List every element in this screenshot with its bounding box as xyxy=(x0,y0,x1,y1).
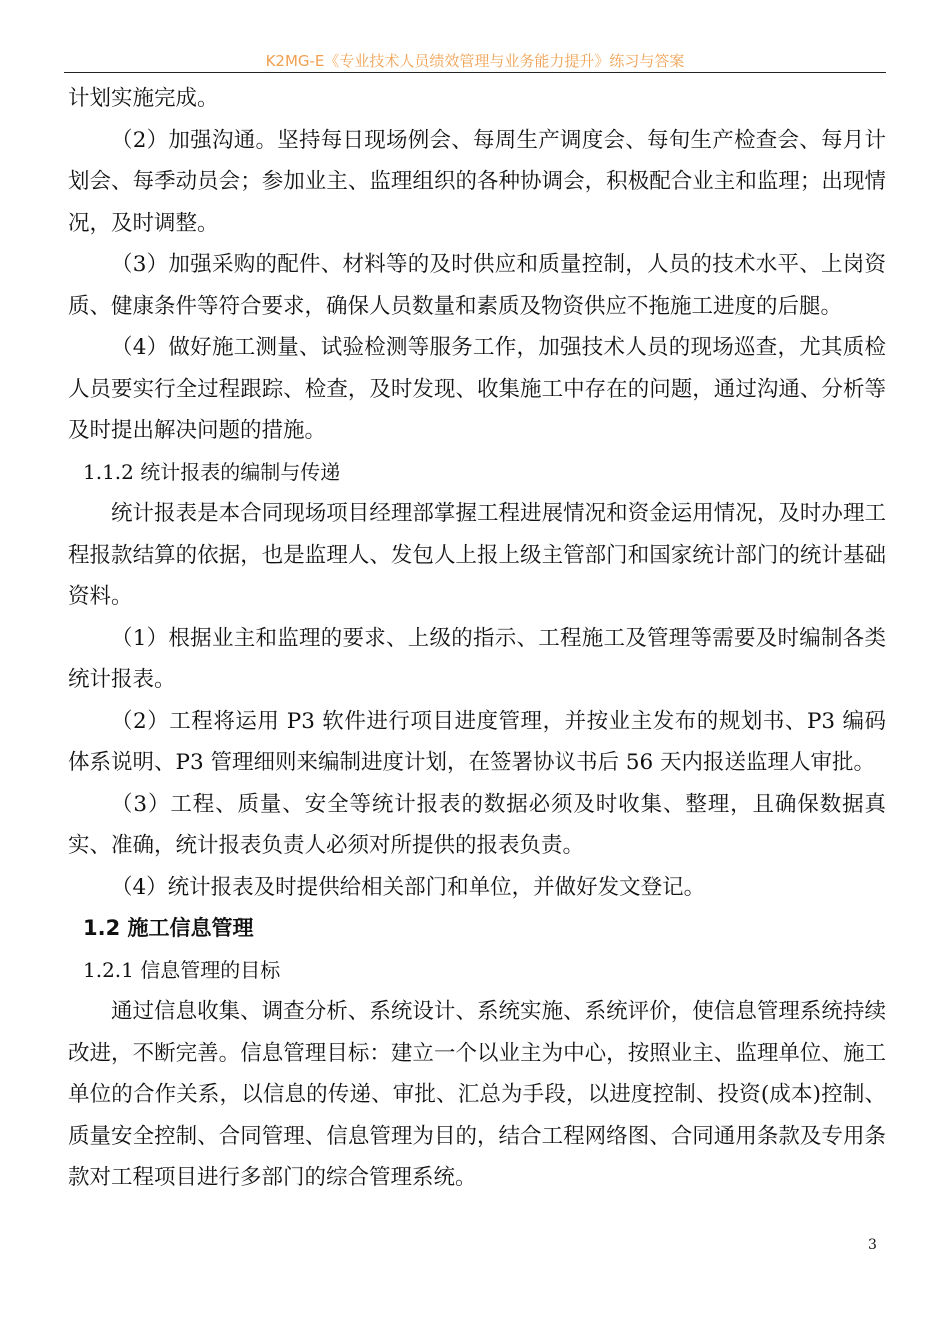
section-heading-1-2-1: 1.2.1 信息管理的目标 xyxy=(83,957,281,982)
paragraph-info-goal: 通过信息收集、调查分析、系统设计、系统实施、系统评价，使信息管理系统持续改进，不断完善。信息管理目标：建立一个以业主为中心，按照业主、监理单位、施工单位的合作关系，以信息的传递、审批、汇总为手段，以进度控制、投资(成本)控制、质量安全控制、合同管理、信息管理为目的，结合工程网络图、合同通用条款及专用条款对工程项目进行多部门的综合管理系统。 xyxy=(68,999,886,1190)
header-rule xyxy=(64,72,886,73)
paragraph-statistics-intro: 统计报表是本合同现场项目经理部掌握工程进展情况和资金运用情况，及时办理工程报款结算的依据，也是监理人、发包人上报上级主管部门和国家统计部门的统计基础资料。 xyxy=(68,501,886,609)
paragraph-item-3: （3）加强采购的配件、材料等的及时供应和质量控制，人员的技术水平、上岗资质、健康条件等符合要求，确保人员数量和素质及物资供应不拖施工进度的后腿。 xyxy=(68,252,886,319)
section-heading-1-1-2: 1.1.2 统计报表的编制与传递 xyxy=(83,459,341,484)
page-body xyxy=(68,78,886,1199)
header-title: K2MG-E《专业技术人员绩效管理与业务能力提升》练习与答案 xyxy=(265,52,685,70)
paragraph-item-2: （2）加强沟通。坚持每日现场例会、每周生产调度会、每旬生产检查会、每月计划会、每季动员会；参加业主、监理组织的各种协调会，积极配合业主和监理；出现情况，及时调整。 xyxy=(68,127,886,236)
paragraph-continuation: 计划实施完成。 xyxy=(68,86,219,111)
section-heading-1-2: 1.2 施工信息管理 xyxy=(83,916,254,940)
paragraph-item-4: （4）做好施工测量、试验检测等服务工作，加强技术人员的现场巡查，尤其质检人员要实行全过程跟踪、检查，及时发现、收集施工中存在的问题，通过沟通、分析等及时提出解决问题的措施。 xyxy=(68,335,886,443)
paragraph-statistics-1: （1）根据业主和监理的要求、上级的指示、工程施工及管理等需要及时编制各类统计报表。 xyxy=(68,625,886,692)
paragraph-statistics-2: （2）工程将运用 P3 软件进行项目进度管理，并按业主发布的规划书、P3 编码体系说明、P3 管理细则来编制进度计划，在签署协议书后 56 天内报送监理人审批。 xyxy=(68,708,886,775)
paragraph-statistics-4: （4）统计报表及时提供给相关部门和单位，并做好发文登记。 xyxy=(111,874,706,900)
page-number: 3 xyxy=(868,1237,877,1253)
paragraph-statistics-3: （3）工程、质量、安全等统计报表的数据必须及时收集、整理，且确保数据真实、准确，统计报表负责人必须对所提供的报表负责。 xyxy=(68,791,886,858)
